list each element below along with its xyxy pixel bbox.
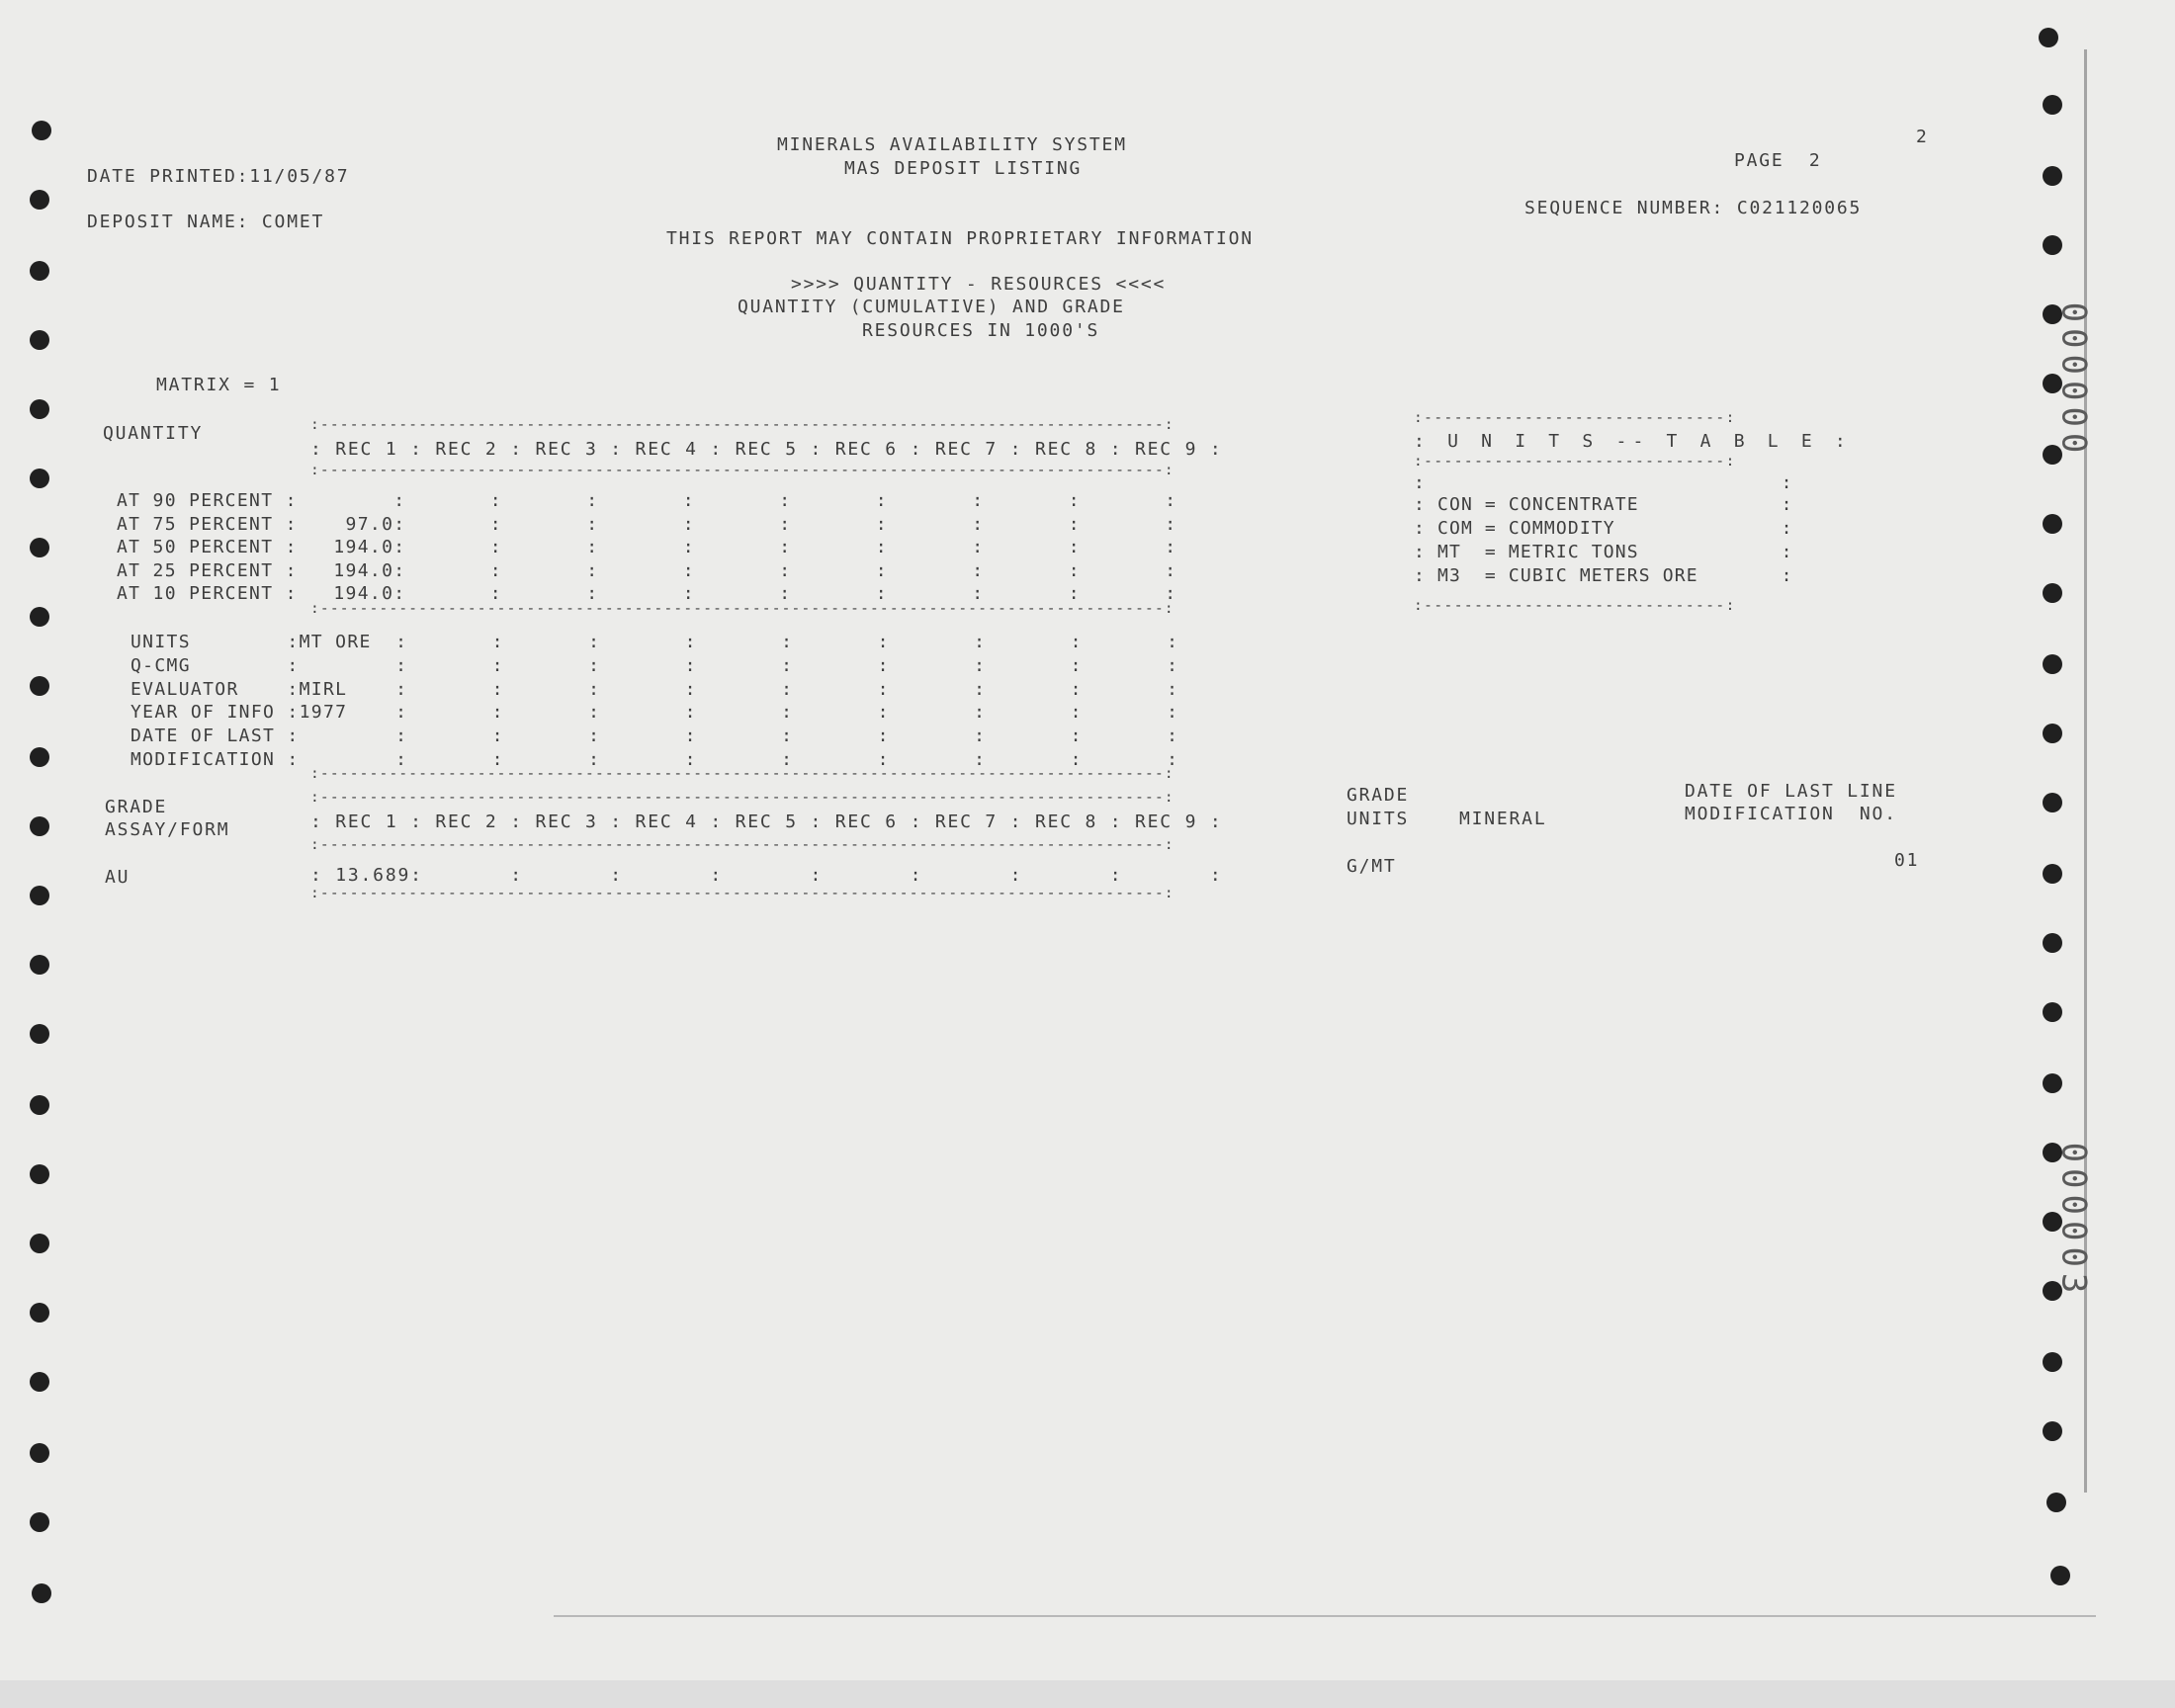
tractor-hole [30,1234,49,1253]
table-row: Q-CMG : : : : : : : : : : [130,654,1179,676]
margin-stamp-upper: 000000 [2053,301,2094,460]
table-row: UNITS :MT ORE : : : : : : : : : [130,632,1179,652]
units-table-border-mid: :------------------------------: [1414,454,1736,470]
units-table [1414,407,1852,617]
corner-page-number: 2 [1916,127,1929,147]
table-row: AT 25 PERCENT : 194.0: : : : : : : : : [117,559,1177,581]
tractor-hole [30,538,49,557]
percent-rows [117,490,1176,607]
grade-table-border-mid: :--------------------------------------------------------------------------------------: [310,837,1174,853]
quantity-label: QUANTITY [103,423,204,444]
tractor-hole [2043,1002,2062,1022]
table-row: AT 75 PERCENT : 97.0: : : : : : : : : [117,513,1177,535]
tractor-hole [2043,1421,2062,1441]
grade-row-label: AU [105,867,130,888]
tractor-hole [2043,864,2062,884]
grade-row-line-number: 01 [1894,850,1920,871]
grade-units-header-1: GRADE [1347,785,1410,806]
tractor-hole [30,190,49,210]
units-table-blank-row: : : [1414,472,1793,493]
assay-form-label: ASSAY/FORM [105,819,230,840]
units-table-border-top: :------------------------------: [1414,410,1736,426]
tractor-hole [2043,933,2062,953]
tractor-hole [2043,166,2062,186]
tractor-hole [32,1583,51,1603]
table-row: DATE OF LAST : : : : : : : : : : [130,726,1179,747]
units-table-border-bottom: :------------------------------: [1414,598,1736,614]
tractor-hole [30,1443,49,1463]
tractor-hole [30,886,49,905]
page-number: PAGE 2 [1734,150,1822,171]
section-subheading: QUANTITY (CUMULATIVE) AND GRADE [738,297,1125,317]
mineral-header: MINERAL [1459,809,1547,829]
tractor-hole [2043,235,2062,255]
tractor-hole [2043,793,2062,812]
quantity-table-border-mid: :--------------------------------------------------------------------------------------: [310,463,1174,478]
units-table-row: : MT = METRIC TONS : [1414,542,1793,562]
tractor-hole [30,607,49,627]
last-modification-header-1: DATE OF LAST LINE [1685,781,1897,802]
listing-title: MAS DEPOSIT LISTING [844,158,1083,179]
tractor-hole [30,955,49,975]
tractor-hole [2043,1073,2062,1093]
tractor-hole [2043,95,2062,115]
tractor-hole [2043,654,2062,674]
tractor-hole [30,399,49,419]
tractor-hole [2039,28,2058,47]
grade-table-header: : REC 1 : REC 2 : REC 3 : REC 4 : REC 5 : REC 6 : REC 7 : REC 8 : REC 9 : [310,811,1223,832]
tractor-hole [30,1024,49,1044]
deposit-name: DEPOSIT NAME: COMET [87,212,325,232]
proprietary-notice: THIS REPORT MAY CONTAIN PROPRIETARY INFORMATION [666,228,1254,249]
margin-stamp-lower: 000003 [2053,1142,2094,1300]
last-modification-header-2: MODIFICATION NO. [1685,804,1897,824]
table-row: YEAR OF INFO :1977 : : : : : : : : : [130,702,1179,724]
quantity-table-border-after-percent: :--------------------------------------------------------------------------------------: [310,601,1174,617]
tractor-hole [30,816,49,836]
quantity-table-border-top: :--------------------------------------------------------------------------------------: [310,417,1174,433]
info-rows [130,632,1178,773]
resources-units-note: RESOURCES IN 1000'S [862,320,1100,341]
grade-row: : 13.689: : : : : : : : : [310,865,1223,886]
quantity-table-border-bottom: :--------------------------------------------------------------------------------------: [310,766,1174,782]
grade-label: GRADE [105,797,168,817]
table-row: AT 50 PERCENT : 194.0: : : : : : : : : [117,537,1177,557]
grade-units-header-2: UNITS [1347,809,1410,829]
table-row: AT 90 PERCENT : : : : : : : : : : [117,490,1177,511]
grade-table-border-bottom: :--------------------------------------------------------------------------------------: [310,886,1174,901]
table-row: MODIFICATION : : : : : : : : : : [130,748,1179,770]
units-table-title: : U N I T S -- T A B L E : [1414,431,1852,452]
quantity-table-header: : REC 1 : REC 2 : REC 3 : REC 4 : REC 5 : REC 6 : REC 7 : REC 8 : REC 9 : [310,439,1223,460]
units-table-row: : CON = CONCENTRATE : [1414,494,1793,515]
section-heading: >>>> QUANTITY - RESOURCES <<<< [791,274,1167,295]
tractor-hole [30,1164,49,1184]
tractor-hole [2046,1493,2066,1512]
units-table-row: : M3 = CUBIC METERS ORE : [1414,565,1793,586]
grade-row-units: G/MT [1347,856,1397,877]
tractor-hole [30,1512,49,1532]
system-title: MINERALS AVAILABILITY SYSTEM [777,134,1127,155]
tractor-hole [30,1095,49,1115]
tractor-hole [30,261,49,281]
sequence-number: SEQUENCE NUMBER: C021120065 [1524,198,1863,218]
tractor-hole [2043,724,2062,743]
tractor-hole [30,747,49,767]
tractor-hole [2050,1566,2070,1585]
table-row: AT 10 PERCENT : 194.0: : : : : : : : : [117,583,1177,604]
tractor-hole [2043,1352,2062,1372]
table-row: EVALUATOR :MIRL : : : : : : : : : [130,678,1179,700]
tractor-hole [2043,583,2062,603]
units-table-row: : COM = COMMODITY : [1414,518,1793,539]
tractor-hole [30,676,49,696]
scan-bottom-strip [0,1680,2175,1708]
tractor-hole [2043,514,2062,534]
grade-table-border-top: :--------------------------------------------------------------------------------------: [310,790,1174,806]
tractor-hole [30,330,49,350]
tractor-hole [30,1303,49,1323]
date-printed: DATE PRINTED:11/05/87 [87,166,350,187]
matrix-label: MATRIX = 1 [156,375,282,395]
tractor-hole [30,1372,49,1392]
bottom-perforation [554,1615,2096,1617]
tractor-hole [32,121,51,140]
tractor-hole [30,469,49,488]
